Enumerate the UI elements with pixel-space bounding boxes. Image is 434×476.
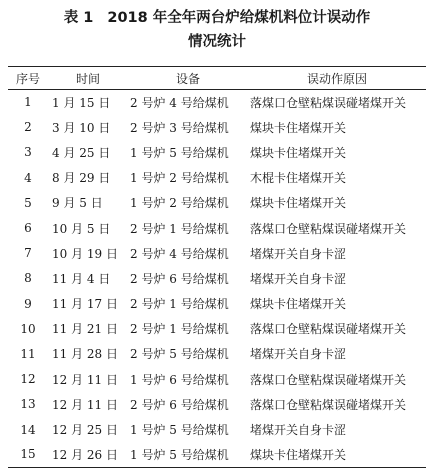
cell-no: 7 — [24, 246, 32, 261]
cell-equipment: 1 号炉 6 号给煤机 — [130, 372, 229, 387]
cell-cause: 堵煤开关自身卡涩 — [250, 246, 347, 261]
header-no: 序号 — [8, 67, 48, 90]
cell-cause: 落煤口仓壁粘煤误碰堵煤开关 — [250, 397, 407, 412]
table-row — [8, 165, 426, 190]
table-row — [8, 266, 426, 291]
cell-time: 3 月 10 日 — [52, 120, 111, 135]
cell-cause: 煤块卡住堵煤开关 — [250, 145, 347, 160]
cell-no: 3 — [24, 145, 32, 160]
cell-time: 10 月 19 日 — [52, 246, 118, 261]
cell-time: 12 月 25 日 — [52, 423, 118, 438]
cell-no: 11 — [20, 346, 36, 361]
table-body — [8, 90, 426, 468]
cell-cause: 堵煤开关自身卡涩 — [250, 271, 347, 286]
table-row — [8, 367, 426, 392]
cell-time: 4 月 25 日 — [52, 145, 111, 160]
cell-cause: 堵煤开关自身卡涩 — [250, 423, 347, 438]
cell-no: 9 — [24, 296, 32, 311]
cell-time: 11 月 4 日 — [52, 271, 111, 286]
table-row — [8, 392, 426, 417]
cell-time: 11 月 28 日 — [52, 347, 118, 362]
cell-equipment: 2 号炉 6 号给煤机 — [130, 397, 229, 412]
cell-time: 12 月 26 日 — [48, 442, 128, 467]
header-row — [8, 67, 426, 90]
cell-cause: 木棍卡住堵煤开关 — [250, 171, 347, 186]
table-title: 2018 年全年两台炉给煤机料位计误动作 — [107, 10, 371, 26]
table-label: 表 1 — [63, 10, 94, 26]
cell-no: 6 — [24, 221, 32, 236]
cell-no: 8 — [24, 271, 32, 286]
cell-time: 11 月 21 日 — [52, 322, 118, 337]
caption-line-1 — [0, 6, 434, 30]
cell-time: 11 月 17 日 — [52, 297, 118, 312]
header-time: 时间 — [48, 67, 128, 90]
cell-equipment: 1 号炉 2 号给煤机 — [130, 171, 229, 186]
cell-time: 1 月 15 日 — [52, 95, 111, 110]
table-row — [8, 316, 426, 341]
cell-cause: 煤块卡住堵煤开关 — [250, 297, 347, 312]
table-row — [8, 341, 426, 366]
cell-equipment: 2 号炉 3 号给煤机 — [130, 120, 229, 135]
cell-cause: 堵煤开关自身卡涩 — [250, 347, 347, 362]
cell-no: 13 — [20, 397, 36, 412]
cell-cause: 煤块卡住堵煤开关 — [248, 442, 426, 467]
table-title-continued: 情况统计 — [188, 34, 246, 50]
cell-no: 1 — [24, 95, 32, 110]
table-row — [8, 241, 426, 266]
cell-time: 10 月 5 日 — [52, 221, 111, 236]
cell-equipment: 2 号炉 1 号给煤机 — [130, 322, 229, 337]
table-row — [8, 90, 426, 115]
cell-cause: 落煤口仓壁粘煤误碰堵煤开关 — [250, 221, 407, 236]
cell-no: 14 — [20, 422, 36, 437]
table-row — [8, 417, 426, 442]
cell-equipment: 1 号炉 5 号给煤机 — [130, 423, 229, 438]
cell-no: 5 — [24, 195, 32, 210]
cell-equipment: 2 号炉 1 号给煤机 — [130, 221, 229, 236]
cell-equipment: 1 号炉 5 号给煤机 — [128, 442, 248, 467]
cell-no: 4 — [24, 170, 32, 185]
cell-no: 2 — [24, 120, 32, 135]
cell-cause: 落煤口仓壁粘煤误碰堵煤开关 — [250, 95, 407, 110]
cell-cause: 落煤口仓壁粘煤误碰堵煤开关 — [250, 322, 407, 337]
table-row — [8, 215, 426, 240]
cell-equipment: 2 号炉 1 号给煤机 — [130, 297, 229, 312]
cell-equipment: 2 号炉 4 号给煤机 — [130, 95, 229, 110]
cell-cause: 煤块卡住堵煤开关 — [250, 196, 347, 211]
cell-equipment: 2 号炉 6 号给煤机 — [130, 271, 229, 286]
cell-equipment: 2 号炉 5 号给煤机 — [130, 347, 229, 362]
cell-equipment: 1 号炉 5 号给煤机 — [130, 145, 229, 160]
malfunction-table — [8, 66, 426, 468]
table-row — [8, 190, 426, 215]
table-row — [8, 291, 426, 316]
cell-time: 12 月 11 日 — [52, 372, 118, 387]
table-row — [8, 115, 426, 140]
cell-equipment: 1 号炉 2 号给煤机 — [130, 196, 229, 211]
table-caption — [0, 6, 434, 54]
header-cause: 误动作原因 — [248, 67, 426, 90]
header-equipment: 设备 — [128, 67, 248, 90]
table-row — [8, 442, 426, 467]
cell-no: 12 — [20, 372, 36, 387]
cell-no: 10 — [20, 321, 36, 336]
cell-time: 9 月 5 日 — [52, 196, 103, 211]
cell-equipment: 2 号炉 4 号给煤机 — [130, 246, 229, 261]
cell-cause: 落煤口仓壁粘煤误碰堵煤开关 — [250, 372, 407, 387]
cell-time: 12 月 11 日 — [52, 397, 118, 412]
cell-no: 15 — [8, 442, 48, 467]
cell-time: 8 月 29 日 — [52, 171, 111, 186]
cell-cause: 煤块卡住堵煤开关 — [250, 120, 347, 135]
table-row — [8, 140, 426, 165]
